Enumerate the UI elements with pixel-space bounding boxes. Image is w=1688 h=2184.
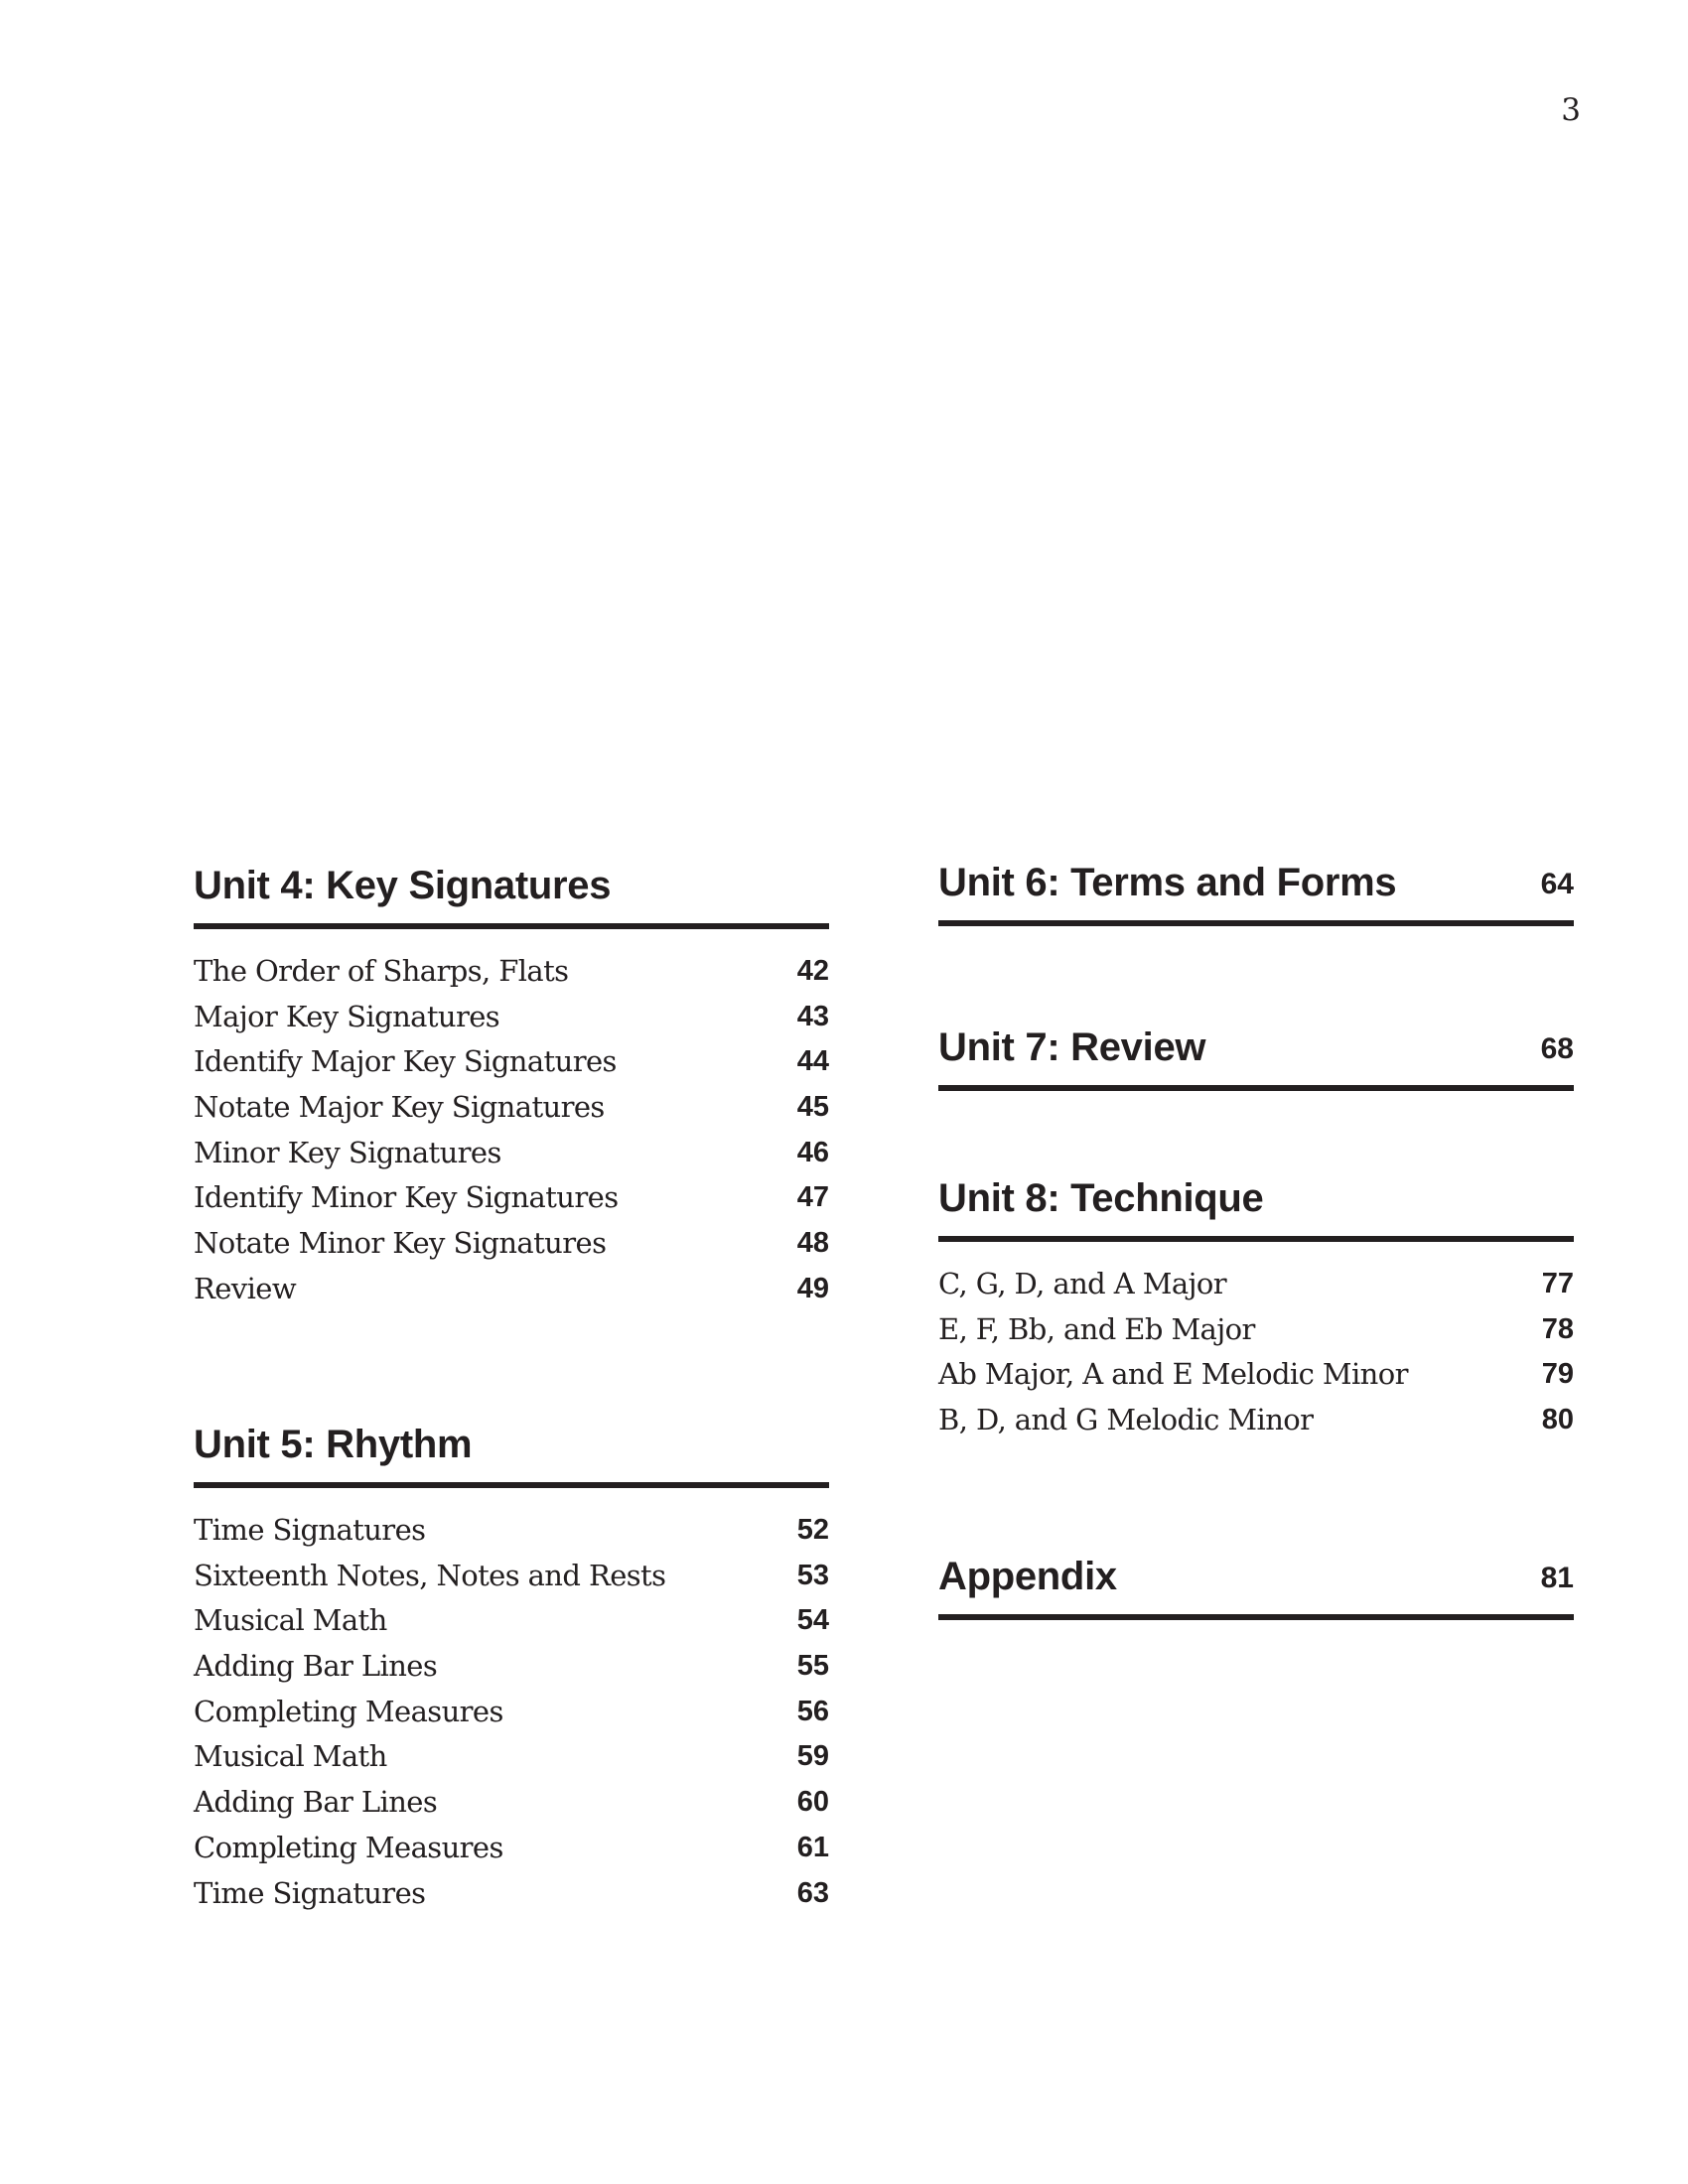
toc-entry[interactable] [194,1736,829,1782]
toc-entry-title: Review [194,1271,297,1305]
toc-entry-title: Musical Math [194,1739,387,1774]
unit-7-header [938,1024,1574,1091]
toc-entry-page: 56 [796,1695,829,1727]
toc-entry-page: 55 [796,1650,829,1683]
unit-8-entries [938,1264,1574,1445]
unit-5-section [194,1421,829,1918]
toc-entry[interactable] [194,1600,829,1646]
toc-entry-page: 49 [796,1272,829,1304]
toc-entry-title: Time Signatures [194,1875,426,1910]
toc-entry[interactable] [938,1400,1574,1445]
toc-entry-page: 77 [1541,1268,1574,1299]
unit-4-title: Unit 4: Key Signatures [194,864,612,907]
appendix-page: 81 [1540,1562,1574,1594]
toc-entry-title: B, D, and G Melodic Minor [938,1403,1314,1437]
toc-entry[interactable] [194,1133,829,1178]
toc-entry[interactable] [194,1646,829,1692]
toc-entry-page: 79 [1541,1358,1574,1391]
toc-entry-title: Completing Measures [194,1694,503,1728]
unit-4-header [194,862,829,929]
toc-entry-title: Notate Minor Key Signatures [194,1226,607,1261]
toc-entry-page: 43 [796,1000,829,1032]
toc-entry-page: 52 [796,1514,829,1546]
unit-4-entries [194,951,829,1314]
toc-entry[interactable] [194,1692,829,1737]
appendix-title: Appendix [938,1555,1117,1598]
unit-8-title: Unit 8: Technique [938,1176,1264,1220]
unit-7-page: 68 [1540,1032,1574,1065]
unit-6-header [938,859,1574,926]
toc-entry-page: 63 [796,1876,829,1909]
toc-entry-page: 44 [796,1045,829,1078]
toc-entry-title: Ab Major, A and E Melodic Minor [938,1357,1408,1392]
toc-entry[interactable] [194,1873,829,1919]
unit-6-section[interactable] [938,859,1574,926]
toc-entry-title: Minor Key Signatures [194,1135,501,1169]
unit-8-section [938,1174,1574,1445]
appendix-section[interactable] [938,1553,1574,1620]
toc-entry-title: Identify Minor Key Signatures [194,1180,619,1215]
toc-entry[interactable] [194,997,829,1042]
toc-entry-page: 42 [796,955,829,987]
toc-entry-page: 47 [796,1181,829,1214]
toc-entry[interactable] [194,1041,829,1087]
toc-entry-title: Completing Measures [194,1830,503,1864]
toc-entry-title: The Order of Sharps, Flats [194,954,569,988]
toc-entry[interactable] [194,1828,829,1873]
toc-entry[interactable] [938,1354,1574,1400]
toc-entry-title: Adding Bar Lines [194,1649,438,1684]
toc-entry-title: Adding Bar Lines [194,1785,438,1820]
unit-8-header [938,1174,1574,1242]
toc-entry[interactable] [194,1177,829,1223]
toc-entry-title: Musical Math [194,1603,387,1638]
toc-entry-title: Sixteenth Notes, Notes and Rests [194,1558,666,1592]
unit-7-title: Unit 7: Review [938,1025,1206,1069]
toc-entry-page: 48 [796,1227,829,1260]
unit-5-entries [194,1510,829,1918]
toc-entry[interactable] [194,1087,829,1133]
unit-7-section[interactable] [938,1024,1574,1091]
toc-entry[interactable] [194,1556,829,1601]
unit-4-section [194,862,829,1314]
toc-entry-title: Notate Major Key Signatures [194,1090,605,1125]
unit-5-header [194,1421,829,1488]
toc-entry[interactable] [194,951,829,997]
toc-entry[interactable] [938,1264,1574,1309]
toc-entry[interactable] [194,1782,829,1828]
toc-entry-page: 53 [796,1559,829,1591]
toc-entry-page: 45 [796,1091,829,1124]
appendix-header [938,1553,1574,1620]
toc-entry-page: 61 [796,1831,829,1863]
unit-5-title: Unit 5: Rhythm [194,1423,473,1466]
toc-entry[interactable] [194,1510,829,1556]
unit-6-page: 64 [1540,868,1574,900]
toc-entry[interactable] [194,1269,829,1314]
toc-entry-page: 78 [1541,1312,1574,1345]
toc-entry-page: 46 [796,1136,829,1168]
toc-entry-title: C, G, D, and A Major [938,1267,1227,1300]
toc-entry-title: E, F, Bb, and Eb Major [938,1311,1255,1346]
toc-entry-title: Identify Major Key Signatures [194,1044,617,1079]
toc-entry-page: 80 [1541,1404,1574,1436]
toc-entry[interactable] [194,1223,829,1269]
toc-entry-page: 54 [796,1604,829,1637]
toc-entry-title: Major Key Signatures [194,999,500,1033]
toc-entry[interactable] [938,1309,1574,1355]
page-number: 3 [1561,92,1581,128]
toc-entry-page: 60 [796,1786,829,1819]
toc-entry-title: Time Signatures [194,1513,426,1547]
unit-6-title: Unit 6: Terms and Forms [938,861,1397,904]
toc-entry-page: 59 [796,1740,829,1773]
